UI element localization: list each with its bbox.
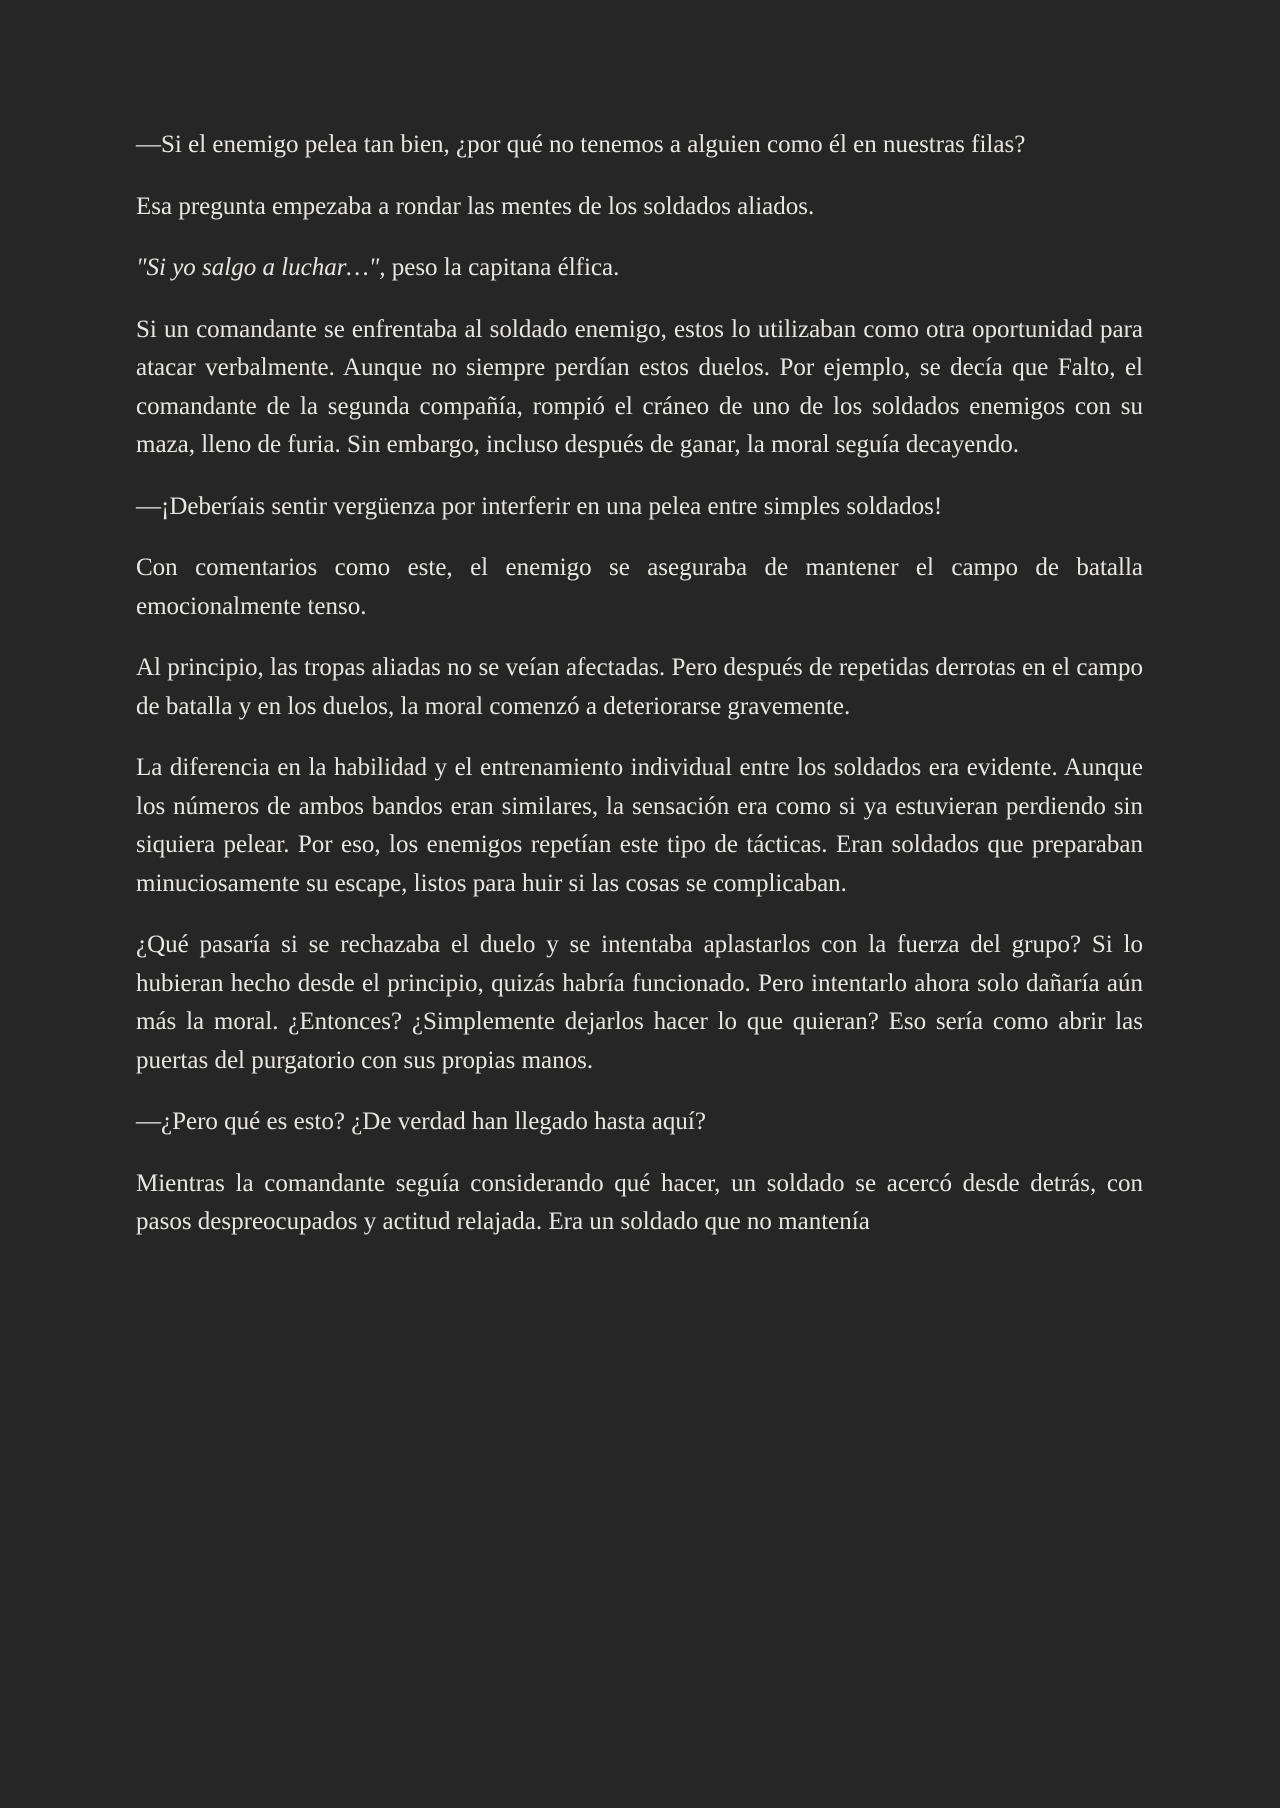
thought-quote: "Si yo salgo a luchar…",	[136, 254, 386, 281]
thought-paragraph	[136, 249, 1143, 288]
thought-attribution: peso la capitana élfica.	[385, 254, 620, 281]
narration-paragraph: Mientras la comandante seguía considerando qué hacer, un soldado se acercó desde detrás, con pasos despreocupados y actitud relajada. Era un soldado que no mantenía	[136, 1169, 1143, 1235]
document-page	[136, 0, 1143, 1242]
narration-paragraph: Con comentarios como este, el enemigo se aseguraba de mantener el campo de batalla emocionalmente tenso.	[136, 554, 1143, 620]
dialogue-paragraph: —¿Pero qué es esto? ¿De verdad han llegado hasta aquí?	[136, 1108, 706, 1135]
narration-paragraph: Al principio, las tropas aliadas no se veían afectadas. Pero después de repetidas derrotas en el campo de batalla y en los duelos, la moral comenzó a deteriorarse gravemente.	[136, 654, 1143, 720]
dialogue-paragraph: —Si el enemigo pelea tan bien, ¿por qué no tenemos a alguien como él en nuestras filas?	[136, 131, 1026, 158]
narration-paragraph: Esa pregunta empezaba a rondar las mentes de los soldados aliados.	[136, 192, 815, 220]
narration-paragraph: Si un comandante se enfrentaba al soldado enemigo, estos lo utilizaban como otra oportunidad para atacar verbalmente. Aunque no siempre perdían estos duelos. Por ejemplo, se decía que Falto, el comandante de la segunda compañía, rompió el cráneo de uno de los soldados enemigos con su maza, lleno de furia. Sin embargo, incluso después de ganar, la moral seguía decayendo.	[136, 315, 1143, 458]
dialogue-paragraph: —¡Deberíais sentir vergüenza por interferir en una pelea entre simples soldados!	[136, 492, 943, 520]
narration-paragraph: La diferencia en la habilidad y el entrenamiento individual entre los soldados era evidente. Aunque los números de ambos bandos eran similares, la sensación era como si ya estuvieran perdiendo sin siquiera pelear. Por eso, los enemigos repetían este tipo de tácticas. Eran soldados que preparaban minuciosamente su escape, listos para huir si las cosas se complicaban.	[136, 754, 1143, 897]
narration-paragraph: ¿Qué pasaría si se rechazaba el duelo y se intentaba aplastarlos con la fuerza del grupo? Si lo hubieran hecho desde el principio, quizás habría funcionado. Pero intentarlo ahora solo dañaría aún más la moral. ¿Entonces? ¿Simplemente dejarlos hacer lo que quieran? Eso sería como abrir las puertas del purgatorio con sus propias manos.	[136, 931, 1143, 1074]
